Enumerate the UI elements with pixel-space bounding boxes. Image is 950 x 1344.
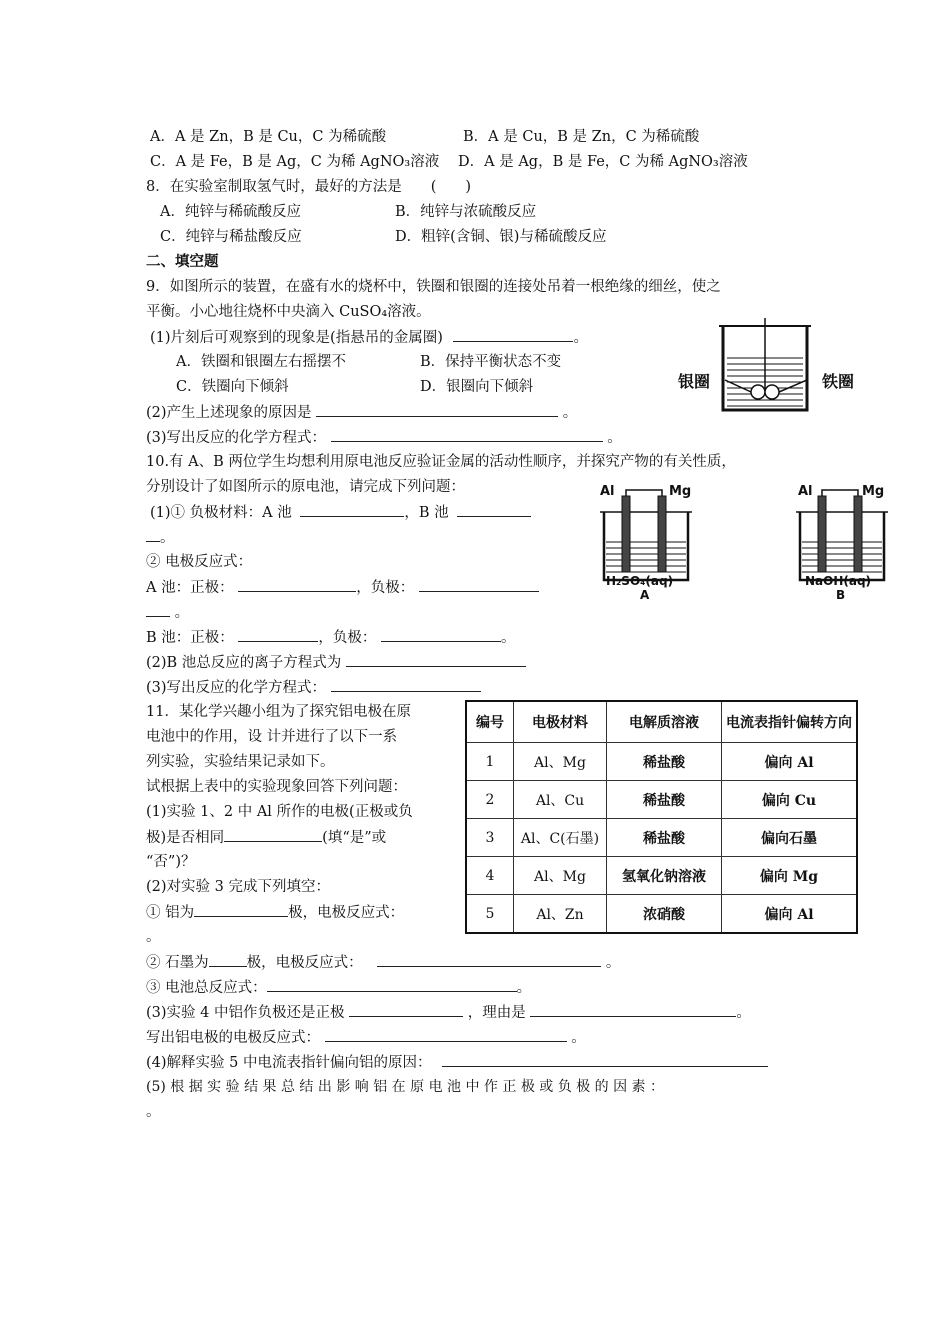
table-cell: 3 [466, 819, 514, 857]
answer-blank[interactable] [349, 1002, 463, 1017]
q10-stem-line2: 分别设计了如图所示的原电池，请完成下列问题： [146, 479, 465, 495]
q11-line12 [146, 977, 531, 998]
answer-blank[interactable] [316, 402, 558, 417]
q11-line13-text: (3)实验 4 中铝作负极还是正极 [146, 1005, 345, 1021]
cell-a-name: A [640, 588, 650, 602]
q10-a-positive-label: A 池：正极： [146, 580, 234, 596]
q11-line11-end: 。 [605, 955, 621, 971]
q11-line9-tail: 极，电极反应式： [288, 905, 405, 921]
q11-line5: (1)实验 1、2 中 Al 所作的电极(正极或负 [146, 804, 413, 820]
table-cell: 浓硝酸 [607, 895, 722, 934]
table-cell: 5 [466, 895, 514, 934]
cell-b-name: B [836, 588, 846, 602]
q11-line6-hint: (填“是”或 [322, 830, 387, 846]
table-cell: 2 [466, 781, 514, 819]
q10-a-negative-label: ，负极： [356, 580, 415, 596]
answer-blank[interactable] [419, 577, 539, 592]
answer-blank[interactable] [267, 977, 517, 992]
table-cell: 偏向 Mg [722, 857, 858, 895]
answer-blank[interactable] [331, 427, 603, 442]
q10-part3 [146, 652, 526, 673]
experiment-results-table [465, 700, 858, 934]
q8-stem: 8．在实验室制取氢气时，最好的方法是 ( ) [146, 179, 472, 195]
answer-blank[interactable] [146, 527, 160, 542]
table-cell: 偏向石墨 [722, 819, 858, 857]
q9-option-b: B．保持平衡状态不变 [420, 354, 562, 370]
answer-blank[interactable] [457, 502, 531, 517]
q9-stem-line1: 9．如图所示的装置，在盛有水的烧杯中，铁圈和银圈的连接处吊着一根绝缘的细丝，使之 [146, 279, 721, 295]
q11-line15-text: (4)解释实验 5 中电流表指针偏向铝的原因： [146, 1055, 432, 1071]
q9-option-d: D．银圈向下倾斜 [420, 379, 534, 395]
table-cell: 4 [466, 857, 514, 895]
q9-part1-text: (1)片刻后可观察到的现象是(指悬吊的金属圈) [150, 330, 443, 346]
answer-blank[interactable] [530, 1002, 736, 1017]
figure-label-iron-ring: 铁圈 [822, 372, 855, 391]
q7-option-b: B．A 是 Cu，B 是 Zn，C 为稀硫酸 [463, 129, 700, 145]
q9-part1 [150, 327, 588, 348]
q10-part1 [150, 502, 531, 523]
table-row [466, 895, 857, 934]
cell-b-right-electrode: Mg [862, 484, 885, 499]
q10-part1-mid: ，B 池 [404, 505, 449, 521]
q10-part1-text: (1)① 负极材料：A 池 [150, 505, 292, 521]
answer-blank[interactable] [381, 627, 501, 642]
q11-line12-end: 。 [516, 980, 532, 996]
table-cell: 1 [466, 743, 514, 781]
answer-blank[interactable] [224, 827, 322, 842]
q11-line7: “否”)？ [146, 854, 196, 870]
q11-line6-text: 极)是否相同 [146, 830, 225, 846]
table-header-cell: 电解质溶液 [607, 701, 722, 743]
answer-blank[interactable] [377, 952, 601, 967]
q9-part2-end: 。 [562, 405, 578, 421]
q11-line8: (2)对实验 3 完成下列填空： [146, 879, 330, 895]
table-cell: Al、C(石墨) [514, 819, 607, 857]
q9-part3-text: (3)写出反应的化学方程式： [146, 430, 327, 446]
q11-line1: 11．某化学兴趣小组为了探究铝电极在原 [146, 704, 411, 720]
cell-a-left-electrode: Al [600, 484, 615, 499]
table-cell: Al、Mg [514, 743, 607, 781]
answer-blank[interactable] [453, 327, 573, 342]
q10-part2: ② 电极反应式： [146, 554, 253, 570]
q11-line9-text: ① 铝为 [146, 905, 195, 921]
q9-part3 [146, 427, 622, 448]
answer-blank[interactable] [300, 502, 404, 517]
q9-part2 [146, 402, 577, 423]
answer-blank[interactable] [146, 602, 170, 617]
table-cell: Al、Mg [514, 857, 607, 895]
q11-line11-text: ② 石墨为 [146, 955, 209, 971]
q11-line14-end: 。 [571, 1030, 586, 1046]
q9-part1-end: 。 [573, 330, 588, 346]
q11-line11-mid: 极，电极反应式： [246, 955, 363, 971]
table-header-cell: 电流表指针偏转方向 [722, 701, 858, 743]
q11-line12-text: ③ 电池总反应式： [146, 980, 267, 996]
q10-b-end: 。 [500, 630, 516, 646]
table-header-row [466, 701, 857, 743]
table-row [466, 857, 857, 895]
answer-blank[interactable] [238, 627, 318, 642]
q7-option-d: D．A 是 Ag，B 是 Fe，C 为稀 AgNO₃溶液 [458, 154, 748, 170]
q11-line13-mid: ，理由是 [467, 1005, 526, 1021]
q10-b-cell [146, 627, 515, 648]
q9-part2-text: (2)产生上述现象的原因是 [146, 405, 312, 421]
answer-blank[interactable] [346, 652, 526, 667]
q8-option-c: C．纯锌与稀盐酸反应 [160, 229, 302, 245]
q11-line15 [146, 1052, 768, 1073]
q11-line10: 。 [146, 929, 161, 945]
q10-b-positive-label: B 池：正极： [146, 630, 234, 646]
table-cell: 稀盐酸 [607, 781, 722, 819]
q11-line17: 。 [146, 1104, 161, 1120]
section-heading: 二、填空题 [146, 253, 219, 270]
q8-option-a: A．纯锌与稀硫酸反应 [160, 204, 301, 220]
q10-part1-end: 。 [160, 530, 175, 546]
q11-line13 [146, 1002, 751, 1023]
answer-blank[interactable] [194, 902, 288, 917]
table-cell: 稀盐酸 [607, 819, 722, 857]
q9-option-a: A．铁圈和银圈左右摇摆不 [176, 354, 346, 370]
table-row [466, 819, 857, 857]
q10-b-negative-label: ，负极： [318, 630, 377, 646]
q8-option-d: D．粗锌(含铜、银)与稀硫酸反应 [395, 229, 607, 245]
q10-part4 [146, 677, 481, 698]
answer-blank[interactable] [325, 1027, 567, 1042]
table-row [466, 743, 857, 781]
q11-line2: 电池中的作用，设 计并进行了以下一系 [146, 729, 398, 745]
cell-b-solution: NaOH(aq) [805, 574, 872, 588]
table-cell: Al、Zn [514, 895, 607, 934]
q10-part3-text: (2)B 池总反应的离子方程式为 [146, 655, 342, 671]
q11-line3: 列实验，实验结果记录如下。 [146, 754, 335, 770]
q10-stem-line1: 10.有 A、B 两位学生均想利用原电池反应验证金属的活动性顺序，并探究产物的有关性质， [146, 454, 736, 470]
q7-option-c: C．A 是 Fe，B 是 Ag，C 为稀 AgNO₃溶液 [150, 154, 440, 170]
table-row [466, 781, 857, 819]
q9-option-c: C．铁圈向下倾斜 [176, 379, 289, 395]
answer-blank[interactable] [442, 1052, 768, 1067]
q11-line9 [146, 902, 404, 923]
q11-line6 [146, 827, 386, 848]
q11-line4: 试根据上表中的实验现象回答下列问题： [146, 779, 407, 795]
q11-line16: (5) 根 据 实 验 结 果 总 结 出 影 响 铝 在 原 电 池 中 作 正 极 或 负 极 的 因 素 ： [146, 1079, 664, 1095]
q11-line11 [146, 952, 620, 973]
q10-a-cell-cont [146, 602, 189, 623]
cell-b-left-electrode: Al [798, 484, 813, 499]
q10-a-cell [146, 577, 539, 598]
q11-line14-text: 写出铝电极的电极反应式： [146, 1030, 320, 1046]
cell-a-right-electrode: Mg [669, 484, 692, 499]
q8-option-b: B．纯锌与浓硫酸反应 [395, 204, 537, 220]
table-cell: 偏向 Al [722, 743, 858, 781]
cell-b-figure [792, 486, 892, 584]
table-cell: Al、Cu [514, 781, 607, 819]
figure-label-silver-ring: 银圈 [678, 372, 711, 391]
cell-a-figure [596, 486, 696, 584]
table-cell: 偏向 Cu [722, 781, 858, 819]
q7-option-a: A．A 是 Zn，B 是 Cu，C 为稀硫酸 [150, 129, 387, 145]
q9-part3-end: 。 [607, 430, 622, 446]
q10-part1-cont [146, 527, 175, 548]
q9-stem-line2: 平衡。小心地往烧杯中央滴入 CuSO₄溶液。 [146, 304, 431, 320]
answer-blank[interactable] [209, 952, 247, 967]
table-cell: 氢氧化钠溶液 [607, 857, 722, 895]
table-cell: 稀盐酸 [607, 743, 722, 781]
answer-blank[interactable] [331, 677, 481, 692]
cell-a-solution: H₂SO₄(aq) [606, 574, 674, 588]
q10-part4-text: (3)写出反应的化学方程式： [146, 680, 327, 696]
q11-line13-end: 。 [736, 1005, 751, 1021]
table-cell: 偏向 Al [722, 895, 858, 934]
answer-blank[interactable] [238, 577, 356, 592]
table-header-cell: 编号 [466, 701, 514, 743]
beaker-rings-figure [715, 318, 815, 418]
q10-a-end: 。 [174, 605, 190, 621]
q11-line14 [146, 1027, 586, 1048]
table-header-cell: 电极材料 [514, 701, 607, 743]
